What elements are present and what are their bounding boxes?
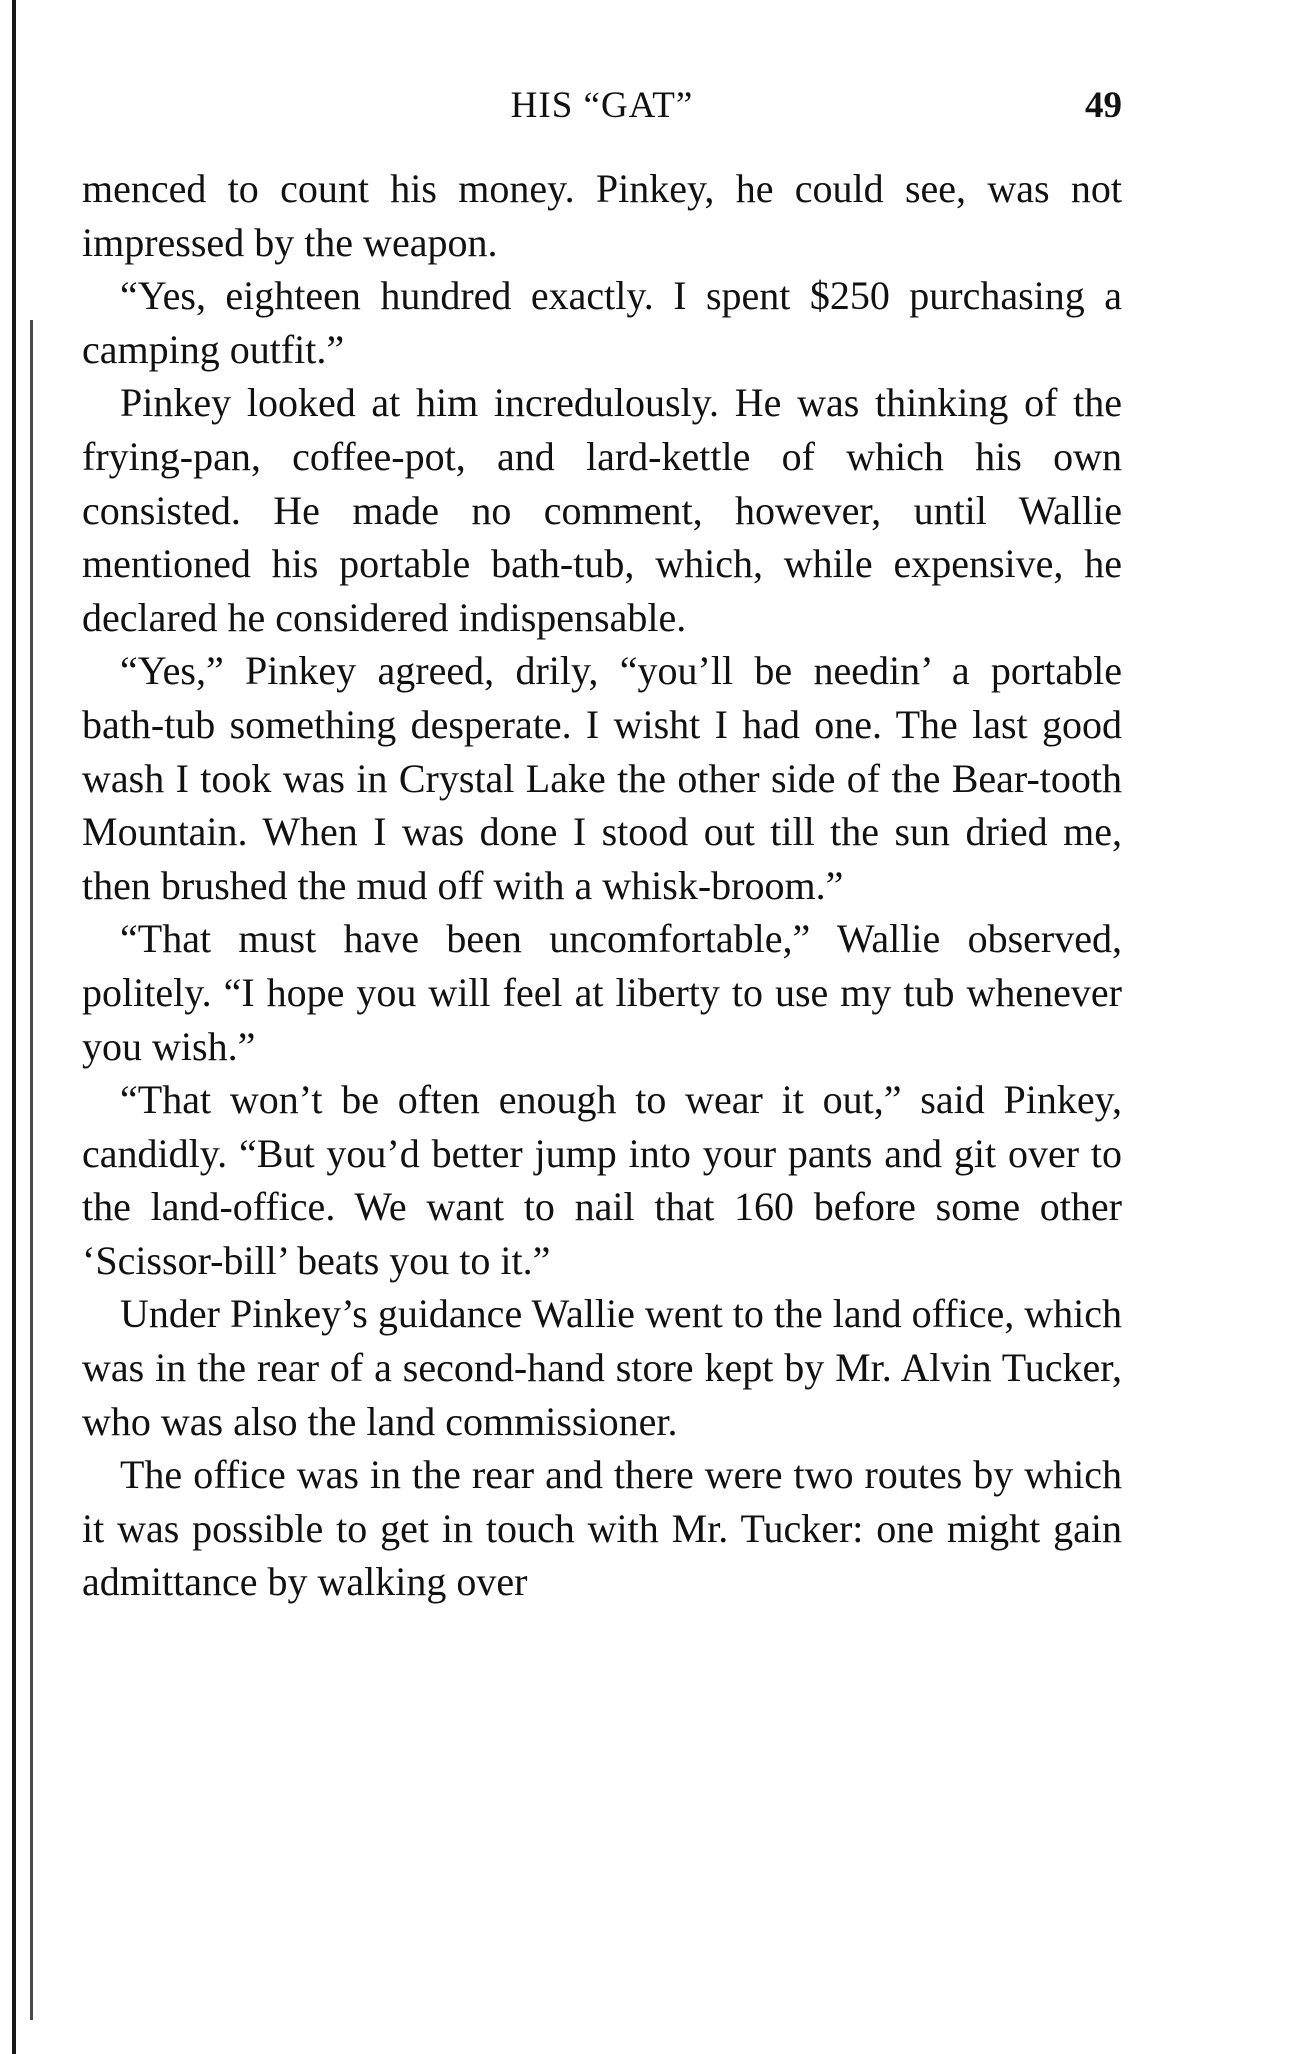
paragraph: The office was in the rear and there were two routes by which it was possible to get in touch with Mr. Tucker: one might gain admittance by walking over: [82, 1452, 1122, 1605]
paragraph: “That must have been uncomfortable,” Wallie observed, politely. “I hope you will feel at liberty to use my tub whenever you wish.”: [82, 916, 1122, 1069]
page-binding-shadow: [30, 320, 33, 2020]
paragraph: “That won’t be often enough to wear it out,” said Pinkey, candidly. “But you’d better jump into your pants and git over to the land-office. We want to nail that 160 before some other ‘Scissor-bill’ beats you to it.”: [82, 1077, 1122, 1283]
page-body: [82, 162, 1122, 1609]
running-title: HIS “GAT”: [510, 85, 694, 126]
page-binding-edge: [12, 0, 16, 2054]
paragraph: Under Pinkey’s guidance Wallie went to the land office, which was in the rear of a second-hand store kept by Mr. Alvin Tucker, who was also the land commissioner.: [82, 1291, 1122, 1444]
page-header: [82, 84, 1122, 134]
paragraph: Pinkey looked at him incredulously. He was thinking of the frying-pan, coffee-pot, and lard-kettle of which his own consisted. He made no comment, however, until Wallie mentioned his portable bath-tub, which, while expensive, he declared he considered indispensable.: [82, 380, 1122, 640]
paragraph: “Yes, eighteen hundred exactly. I spent $250 purchasing a camping outfit.”: [82, 273, 1122, 372]
paragraph: “Yes,” Pinkey agreed, drily, “you’ll be needin’ a portable bath-tub something desperate. I wisht I had one. The last good wash I took was in Crystal Lake the other side of the Bear-tooth Mountain. When I was done I stood out till the sun dried me, then brushed the mud off with a whisk-broom.”: [82, 648, 1122, 908]
paragraph-continuation: menced to count his money. Pinkey, he could see, was not impressed by the weapon.: [82, 166, 1122, 265]
page-number: 49: [1085, 85, 1122, 126]
